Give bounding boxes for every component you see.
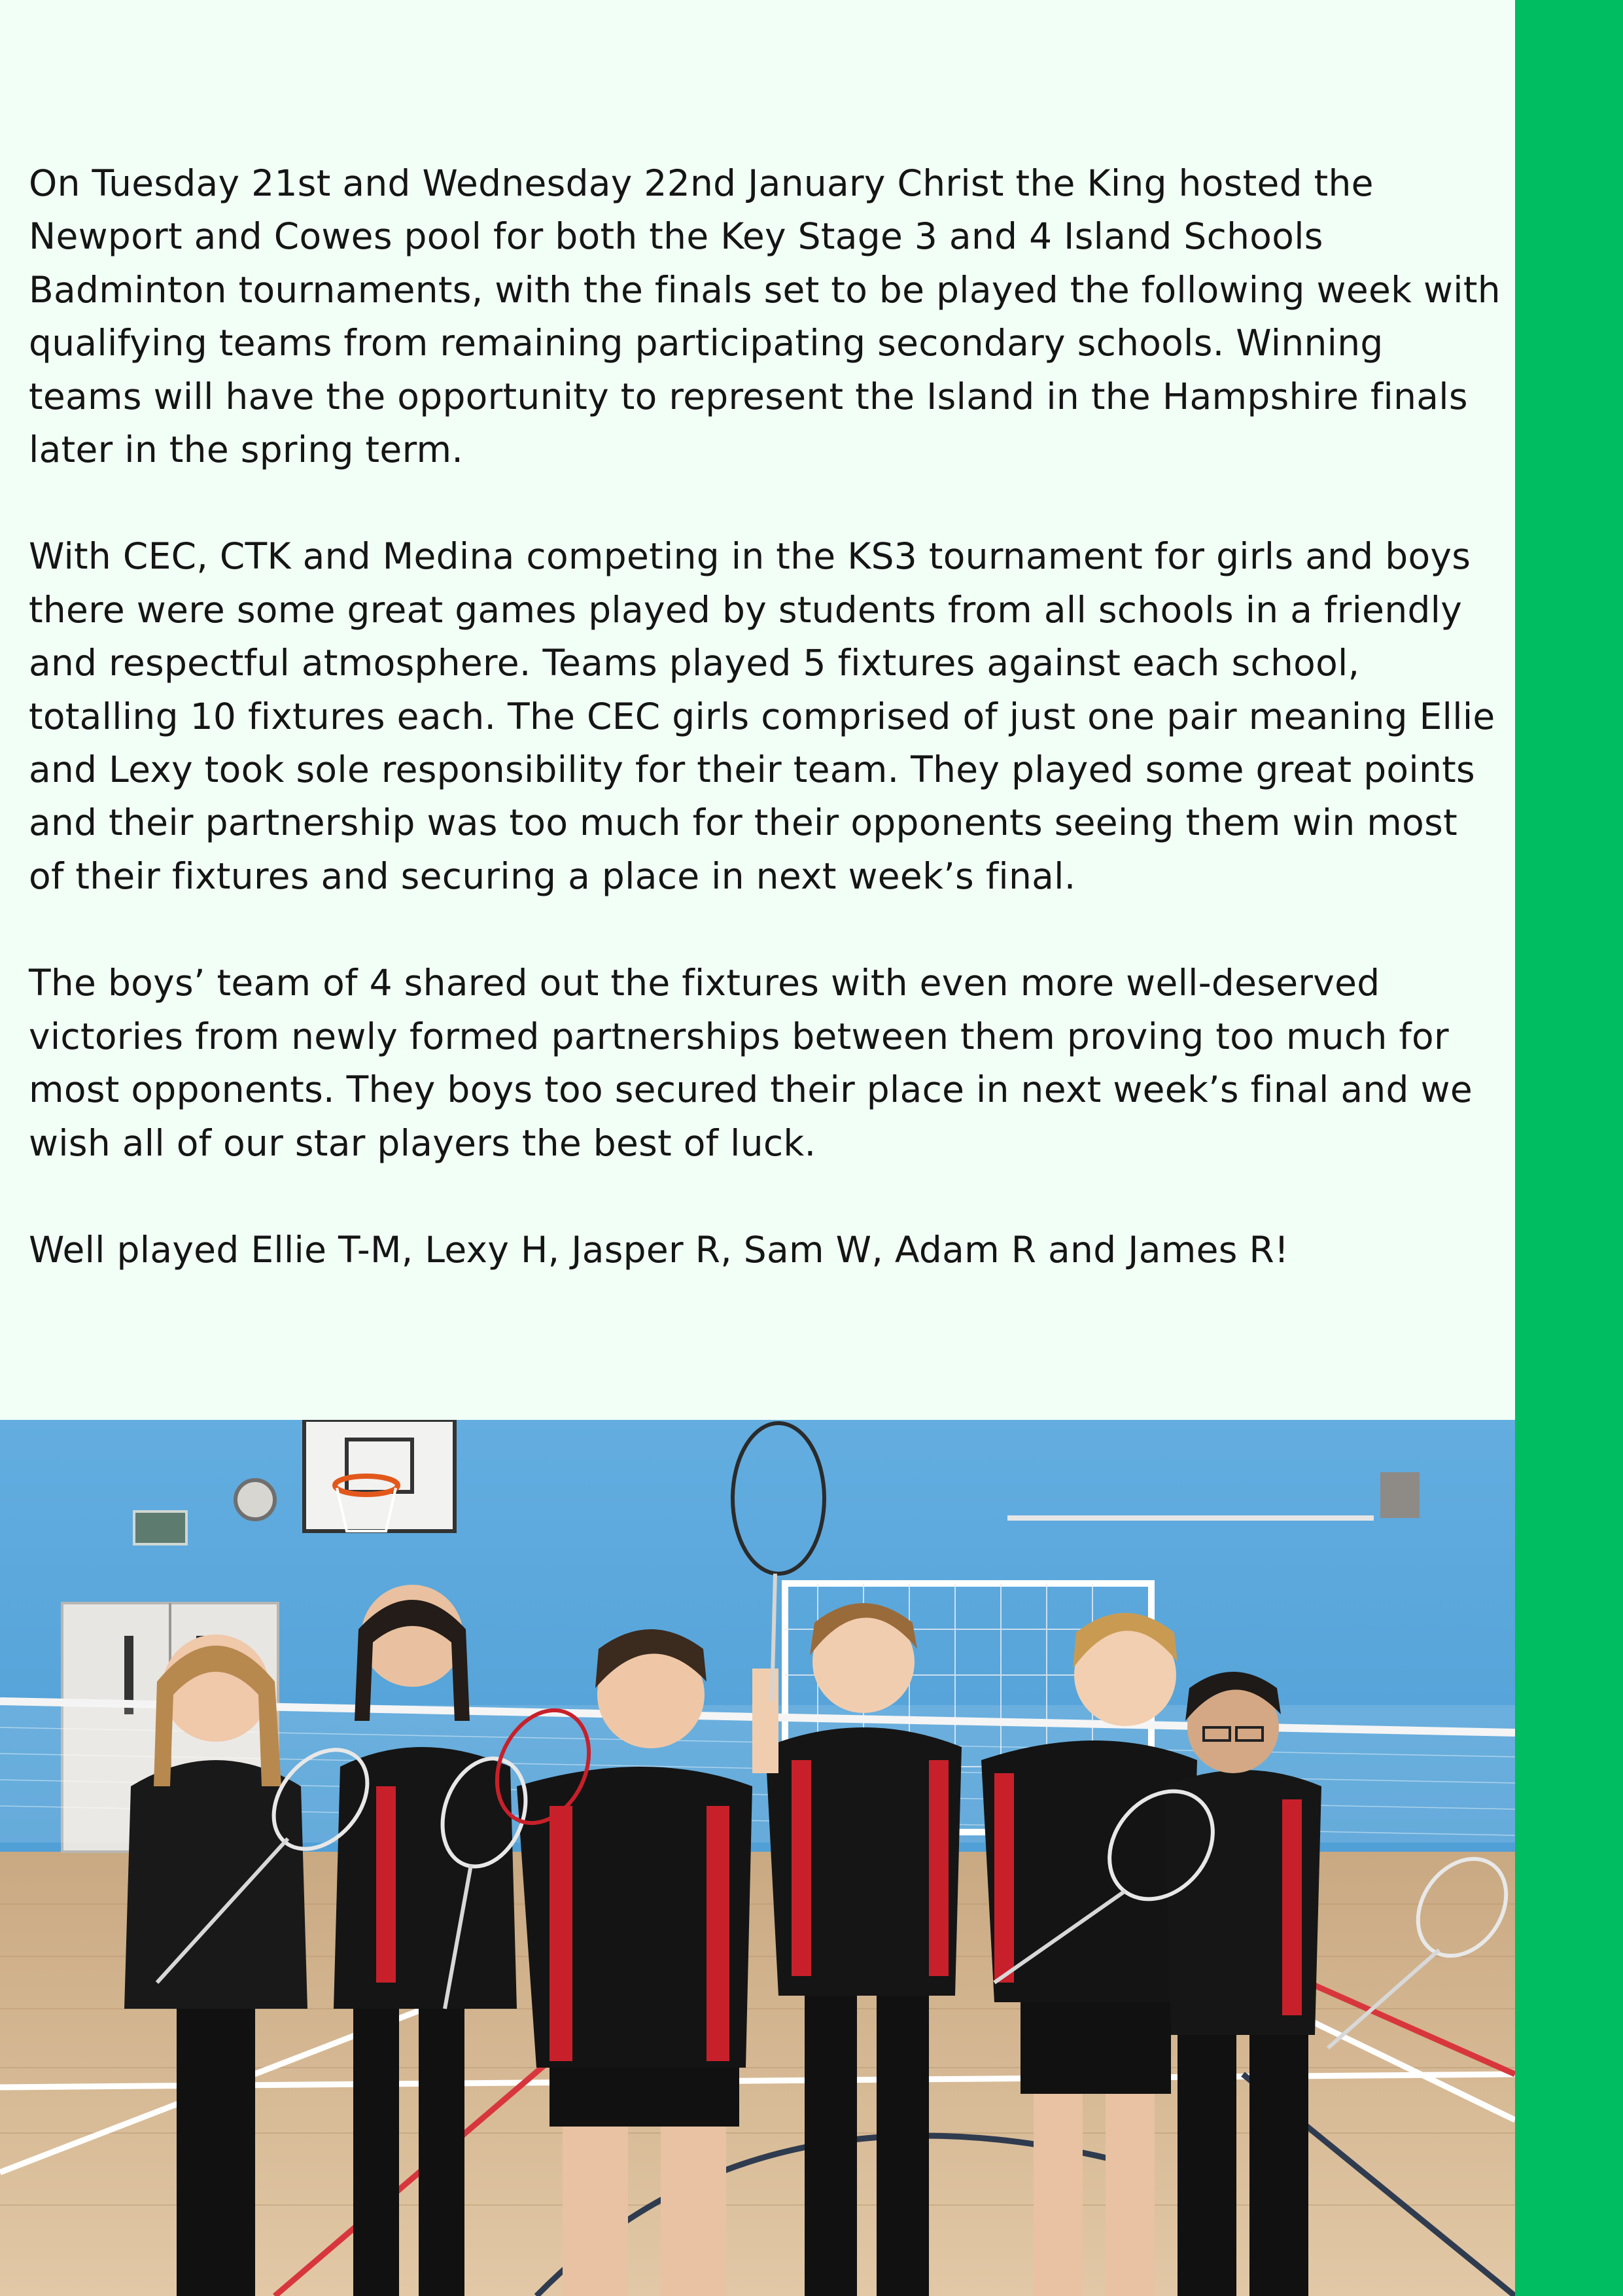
basketball-hoop <box>304 1420 455 1531</box>
article-body <box>29 157 1501 1277</box>
article-paragraph-intro: On Tuesday 21st and Wednesday 22nd January Christ the King hosted the Newport and Cowes pool for both the Key Stage 3 and 4 Island Schools Badminton tournaments, with the finals set to be played the following week with qualifying teams from remaining participating secondary schools. Winning teams will have the opportunity to represent the Island in the Hampshire finals later in the spring term. <box>29 162 1501 471</box>
side-accent-bar <box>1515 0 1623 2296</box>
team-photo-illustration <box>0 1420 1515 2296</box>
article-paragraph-boys: The boys’ team of 4 shared out the fixtures with even more well-deserved victories from newly formed partnerships between them proving too much for most opponents. They boys too secured their place in next week’s final and we wish all of our star players the best of luck. <box>29 962 1473 1164</box>
team-photo <box>0 1420 1515 2296</box>
article-paragraph-ks3: With CEC, CTK and Medina competing in the KS3 tournament for girls and boys there were some great games played by students from all schools in a friendly and respectful atmosphere. Teams played 5 fixtures against each school, totalling 10 fixtures each. The CEC girls comprised of just one pair meaning Ellie and Lexy took sole responsibility for their team. They played some great points and their partnership was too much for their opponents seeing them win most of their fixtures and securing a place in next week’s final. <box>29 535 1495 897</box>
article-paragraph-players: Well played Ellie T-M, Lexy H, Jasper R, Sam W, Adam R and James R! <box>29 1228 1289 1271</box>
